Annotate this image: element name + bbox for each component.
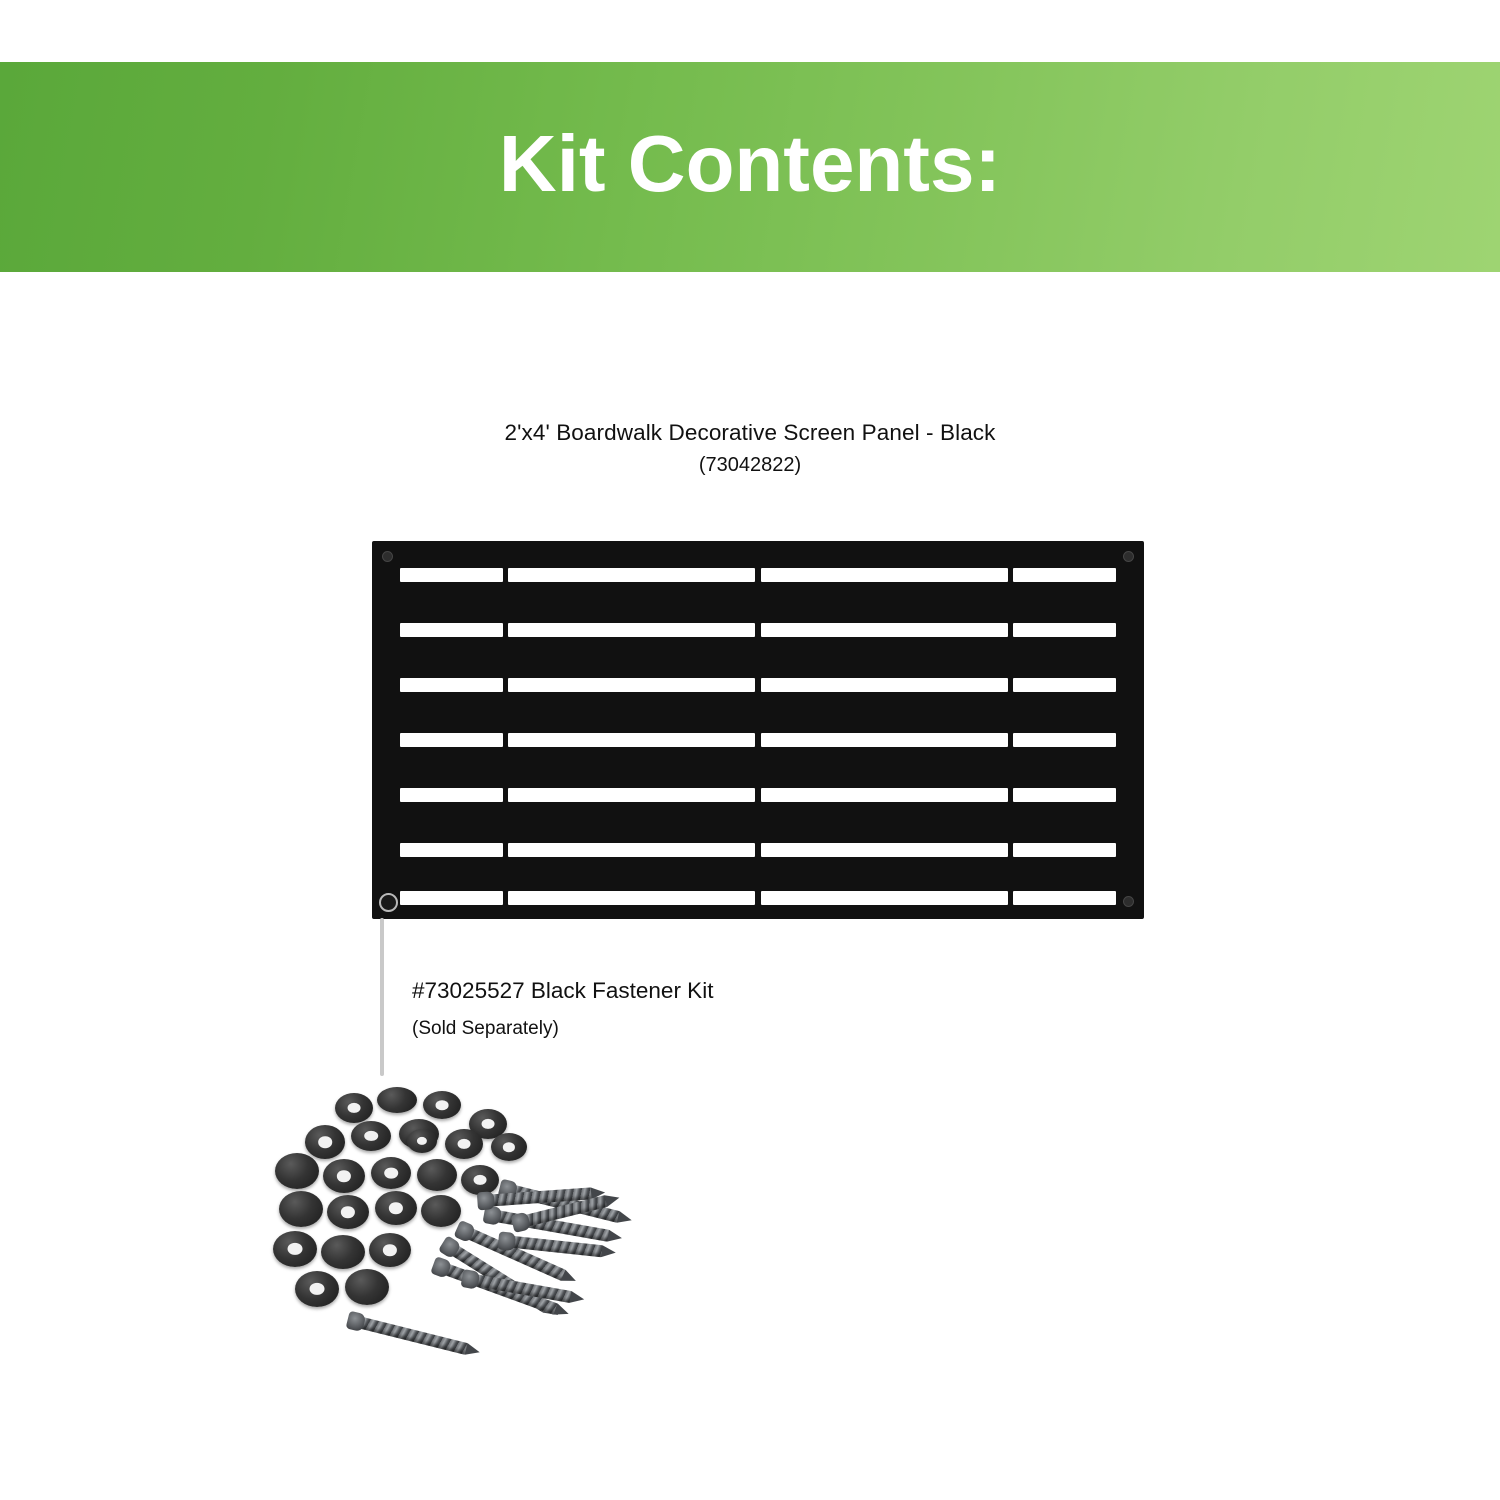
panel-corner-hole-top-left (382, 551, 393, 562)
fastener-cap (275, 1153, 319, 1189)
fastener-cap (295, 1271, 339, 1307)
fastener-cap (369, 1233, 411, 1267)
panel-slot (1013, 891, 1116, 905)
panel-corner-hole-top-right (1123, 551, 1134, 562)
fastener-cap (445, 1129, 483, 1159)
panel-slot-row (372, 678, 1144, 692)
fastener-cap (375, 1191, 417, 1225)
panel-caption (0, 420, 1500, 477)
panel-slot (1013, 733, 1116, 747)
panel-slot (400, 623, 503, 637)
fastener-cap (377, 1087, 417, 1113)
fastener-cap (417, 1159, 457, 1191)
fastener-cap (345, 1269, 389, 1305)
panel-slot (761, 891, 1008, 905)
panel-slot (761, 733, 1008, 747)
panel-item-sku: (73042822) (698, 454, 802, 476)
panel-slot (761, 568, 1008, 582)
panel-slot (508, 678, 755, 692)
fastener-cap (321, 1235, 365, 1269)
fastener-item-note: (Sold Separately) (412, 1018, 559, 1039)
fastener-cap (335, 1093, 373, 1123)
fastener-cap (491, 1133, 527, 1161)
panel-slot (400, 788, 503, 802)
panel-slot (400, 843, 503, 857)
panel-slot (400, 678, 503, 692)
fastener-cap (461, 1165, 499, 1195)
fastener-cap (305, 1125, 345, 1159)
panel-slot (400, 568, 503, 582)
fastener-cap (351, 1121, 391, 1151)
panel-slot (508, 733, 755, 747)
fastener-cap (407, 1129, 437, 1153)
fastener-cap (421, 1195, 461, 1227)
panel-slot-row (372, 733, 1144, 747)
panel-item-name: 2'x4' Boardwalk Decorative Screen Panel - Black (504, 420, 996, 445)
fastener-cap (327, 1195, 369, 1229)
panel-slot (1013, 678, 1116, 692)
panel-slot-row (372, 891, 1144, 905)
panel-slot (761, 843, 1008, 857)
kit-contents-banner (0, 62, 1500, 272)
fastener-kit-illustration (255, 1085, 675, 1370)
fastener-caption (412, 978, 1012, 1040)
panel-slot (1013, 568, 1116, 582)
panel-slot-row (372, 568, 1144, 582)
callout-leader-line (380, 918, 384, 1076)
panel-slot (1013, 623, 1116, 637)
panel-slot (508, 623, 755, 637)
fastener-cap (371, 1157, 411, 1189)
panel-slot (508, 891, 755, 905)
fastener-cap (323, 1159, 365, 1193)
screen-panel-illustration (372, 541, 1144, 919)
panel-slot (1013, 843, 1116, 857)
panel-slot (761, 678, 1008, 692)
panel-slot (761, 788, 1008, 802)
panel-slot (508, 568, 755, 582)
fastener-cap (273, 1231, 317, 1267)
panel-slot-row (372, 623, 1144, 637)
fastener-cap (279, 1191, 323, 1227)
panel-slot (508, 843, 755, 857)
fastener-cap (423, 1091, 461, 1119)
fastener-item-name: #73025527 Black Fastener Kit (412, 978, 714, 1003)
page-title: Kit Contents: (498, 119, 1002, 208)
panel-slot (400, 891, 503, 905)
panel-slot (1013, 788, 1116, 802)
panel-slot (761, 623, 1008, 637)
panel-slot (400, 733, 503, 747)
panel-slot-row (372, 788, 1144, 802)
panel-slot-row (372, 843, 1144, 857)
panel-slot (508, 788, 755, 802)
